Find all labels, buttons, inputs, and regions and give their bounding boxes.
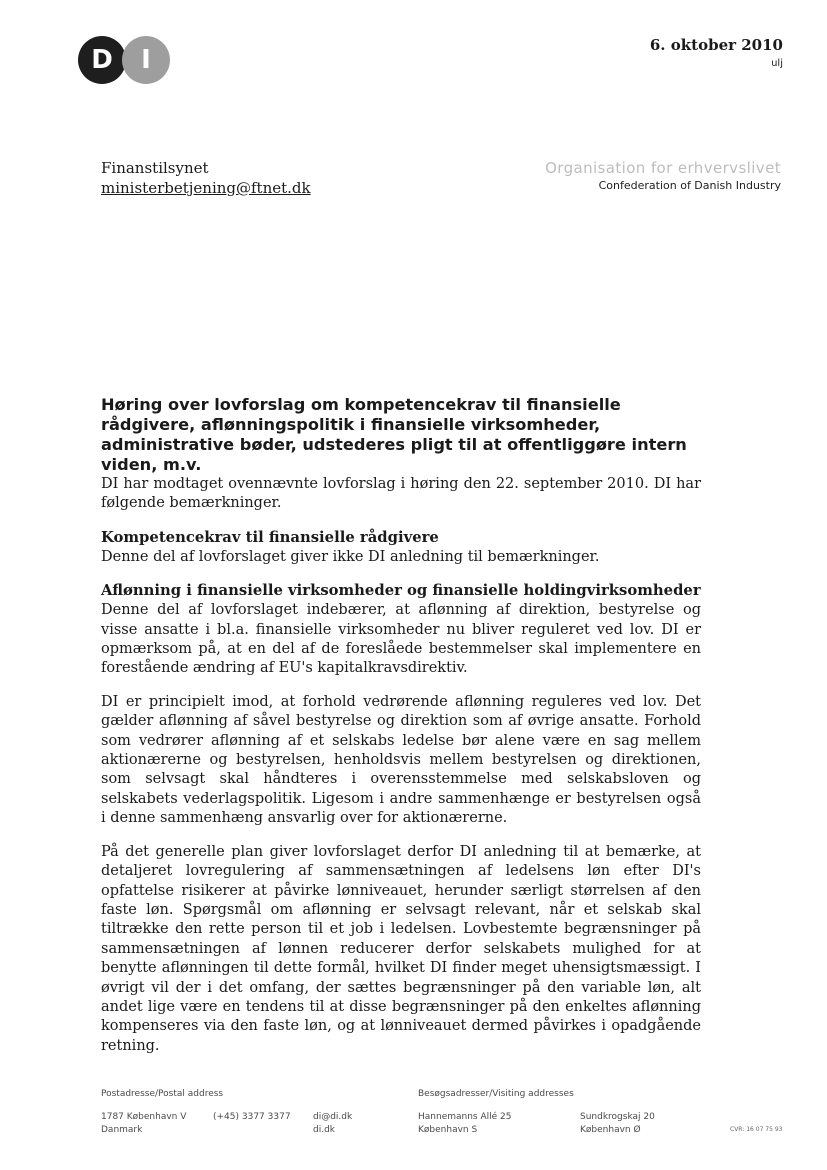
footer-visiting-column-2: [580, 1111, 655, 1137]
recipient-name: Finanstilsynet: [101, 159, 209, 177]
recipient-block: [101, 158, 311, 198]
footer-postal-column: [101, 1088, 223, 1137]
logo-letter-d: D: [91, 45, 113, 75]
organisation-danish: Organisation for erhvervslivet: [545, 159, 781, 177]
visit1-line-1: Hannemanns Allé 25: [418, 1112, 512, 1122]
visit1-line-2: København S: [418, 1125, 478, 1135]
footer-phone: (+45) 3377 3377: [213, 1112, 291, 1122]
cvr-number: CVR: 16 07 75 93: [730, 1126, 783, 1133]
postal-line-1: 1787 København V: [101, 1112, 187, 1122]
logo-i-circle: [122, 36, 170, 84]
section2-paragraph-3: På det generelle plan giver lovforslaget derfor DI anledning til at bemærke, at detaljeret lovregulering af sammensætningen af ledelsens løn efter DI's opfattelse risikerer at påvirke lønniveauet, herunder særligt størrelsen af den faste løn. Spørgsmål om aflønning er selvsagt relevant, når et selskab skal tiltrække den rette person til et job i ledelsen. Lovbestemte begrænsninger på sammensætningen af lønnen reducerer derfor selskabets mulighed for at benytte aflønningen til dette formål, hvilket DI finder meget uhensigtsmæssigt. I øvrigt vil der i det omfang, der sættes begrænsninger på den variable løn, alt andet lige være en tendens til at disse begrænsninger på den enkeltes aflønning kompenseres via den faste løn, og at lønniveauet dermed påvirkes i opadgående retning.: [101, 843, 701, 1054]
visiting-heading: Besøgsadresser/Visiting addresses: [418, 1089, 574, 1099]
organisation-english: Confederation of Danish Industry: [598, 179, 781, 192]
postal-heading: Postadresse/Postal address: [101, 1089, 224, 1099]
logo-d-circle: [78, 36, 126, 84]
visit2-line-2: København Ø: [580, 1125, 641, 1135]
recipient-email-link[interactable]: ministerbetjening@ftnet.dk: [101, 179, 311, 197]
letter-date: 6. oktober 2010: [649, 36, 783, 54]
letter-title: Høring over lovforslag om kompetencekrav til finansielle rådgivere, aflønningspolitik i finansielle virksomheder, administrative bøder, udstederes pligt til at offentliggøre intern viden, m.v.: [101, 395, 687, 474]
intro-paragraph: DI har modtaget ovennævnte lovforslag i høring den 22. september 2010. DI har følgende bemærkninger.: [101, 476, 701, 512]
letter-body: [101, 395, 701, 1056]
logo-letter-i: I: [141, 45, 151, 75]
di-logo: [78, 36, 178, 84]
postal-line-2: Danmark: [101, 1125, 143, 1135]
section2-paragraph-2: DI er principielt imod, at forhold vedrørende aflønning reguleres ved lov. Det gælder aflønning af såvel bestyrelse og direktion som af øvrige ansatte. Forhold som vedrører aflønning af et selskabs ledelse bør alene være en sag mellem aktionærerne og bestyrelsen, henholdsvis mellem bestyrelsen og direktionen, som selvsagt skal håndteres i overensstemmelse med selskabsloven og selskabets vederlagspolitik. Ligesom i andre sammenhænge er bestyrelsen også i denne sammenhæng ansvarlig over for aktionærerne.: [101, 693, 701, 827]
footer-email[interactable]: di@di.dk: [313, 1112, 353, 1122]
section2-paragraph-1: Denne del af lovforslaget indebærer, at aflønning af direktion, bestyrelse og visse ansatte i bl.a. finansielle virksomheder nu bliver reguleret ved lov. DI er opmærksom på, at en del af de foreslåede bestemmelser skal implementere en forestående ændring af EU's kapitalkravsdirektiv.: [101, 602, 701, 677]
organisation-block: [545, 158, 781, 194]
footer-contact-column: [313, 1111, 352, 1137]
section1-paragraph: Denne del af lovforslaget giver ikke DI anledning til bemærkninger.: [101, 548, 600, 565]
section2-heading: Aflønning i finansielle virksomheder og finansielle holdingvirksomheder: [101, 582, 701, 600]
section1-heading: Kompetencekrav til finansielle rådgivere: [101, 528, 439, 546]
author-initials: ulj: [771, 58, 783, 69]
footer-visiting-column: [418, 1088, 574, 1137]
visit2-line-1: Sundkrogskaj 20: [580, 1112, 655, 1122]
footer-web[interactable]: di.dk: [313, 1125, 335, 1135]
